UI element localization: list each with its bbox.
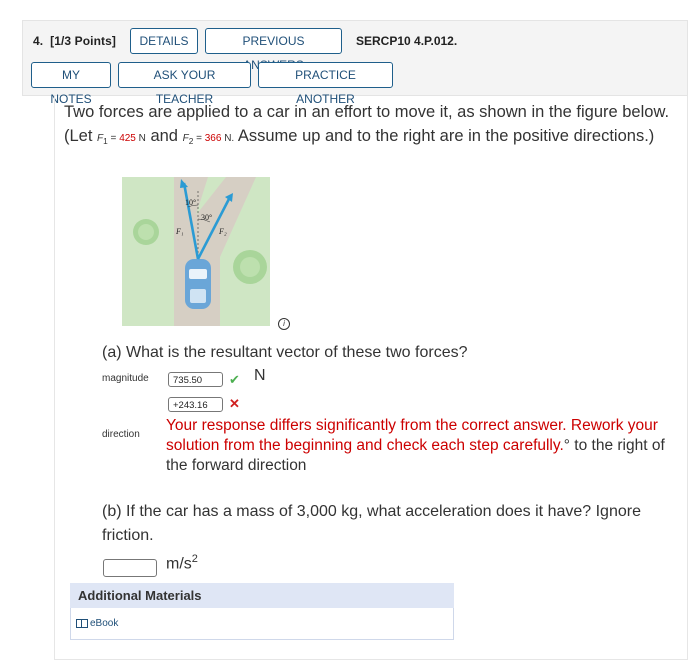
problem-code: SERCP10 4.P.012.: [356, 34, 458, 48]
feedback-message: Your response differs significantly from the correct answer. Rework your solution from the beginning and check each step carefully.° to the right of the forward direction: [166, 417, 665, 474]
details-button[interactable]: DETAILS: [130, 28, 198, 54]
f2-value: 366: [204, 133, 222, 144]
acceleration-unit: $m/s^2$: [166, 553, 198, 573]
acceleration-input[interactable]: [103, 559, 157, 577]
f1-label: F₁: [176, 227, 184, 236]
direction-input[interactable]: +243.16: [168, 397, 223, 412]
part-b-question: (b) If the car has a mass of 3,000 kg, what acceleration does it have? Ignore friction.: [102, 503, 641, 544]
ebook-link[interactable]: eBook: [76, 618, 118, 629]
question-number: 4. [1/3 Points]: [33, 34, 116, 48]
points-badge: [1/3 Points]: [50, 34, 116, 48]
direction-label: direction: [102, 429, 140, 440]
question-text: Two forces are applied to a car in an effort to move it, as shown in the figure below. (Let $F_1 = 425$ N and $F_2 = 366$ N. Assume up and to the right are in the positive directions.): [64, 103, 670, 146]
ask-your-teacher-button[interactable]: ASK YOUR TEACHER: [118, 62, 251, 88]
practice-another-button[interactable]: PRACTICE ANOTHER: [258, 62, 393, 88]
magnitude-unit: N: [254, 367, 266, 384]
car-forces-figure: [122, 177, 270, 326]
angle-30-label: 30°: [201, 213, 213, 222]
part-a-question: (a) What is the resultant vector of these two forces?: [102, 344, 468, 361]
f2-label: F₂: [219, 227, 227, 236]
angle-10-label: 10°: [185, 198, 197, 207]
f1-value: 425: [119, 133, 136, 144]
my-notes-button[interactable]: MY NOTES: [31, 62, 111, 88]
incorrect-x-icon: ✕: [229, 396, 240, 411]
book-icon: [76, 619, 88, 628]
checkmark-icon: ✔: [229, 372, 240, 387]
info-icon[interactable]: i: [278, 318, 290, 330]
additional-materials-title: Additional Materials: [70, 583, 454, 608]
previous-answers-button[interactable]: PREVIOUS: [205, 28, 342, 54]
magnitude-label: magnitude: [102, 373, 149, 384]
magnitude-input[interactable]: 735.50: [168, 372, 223, 387]
